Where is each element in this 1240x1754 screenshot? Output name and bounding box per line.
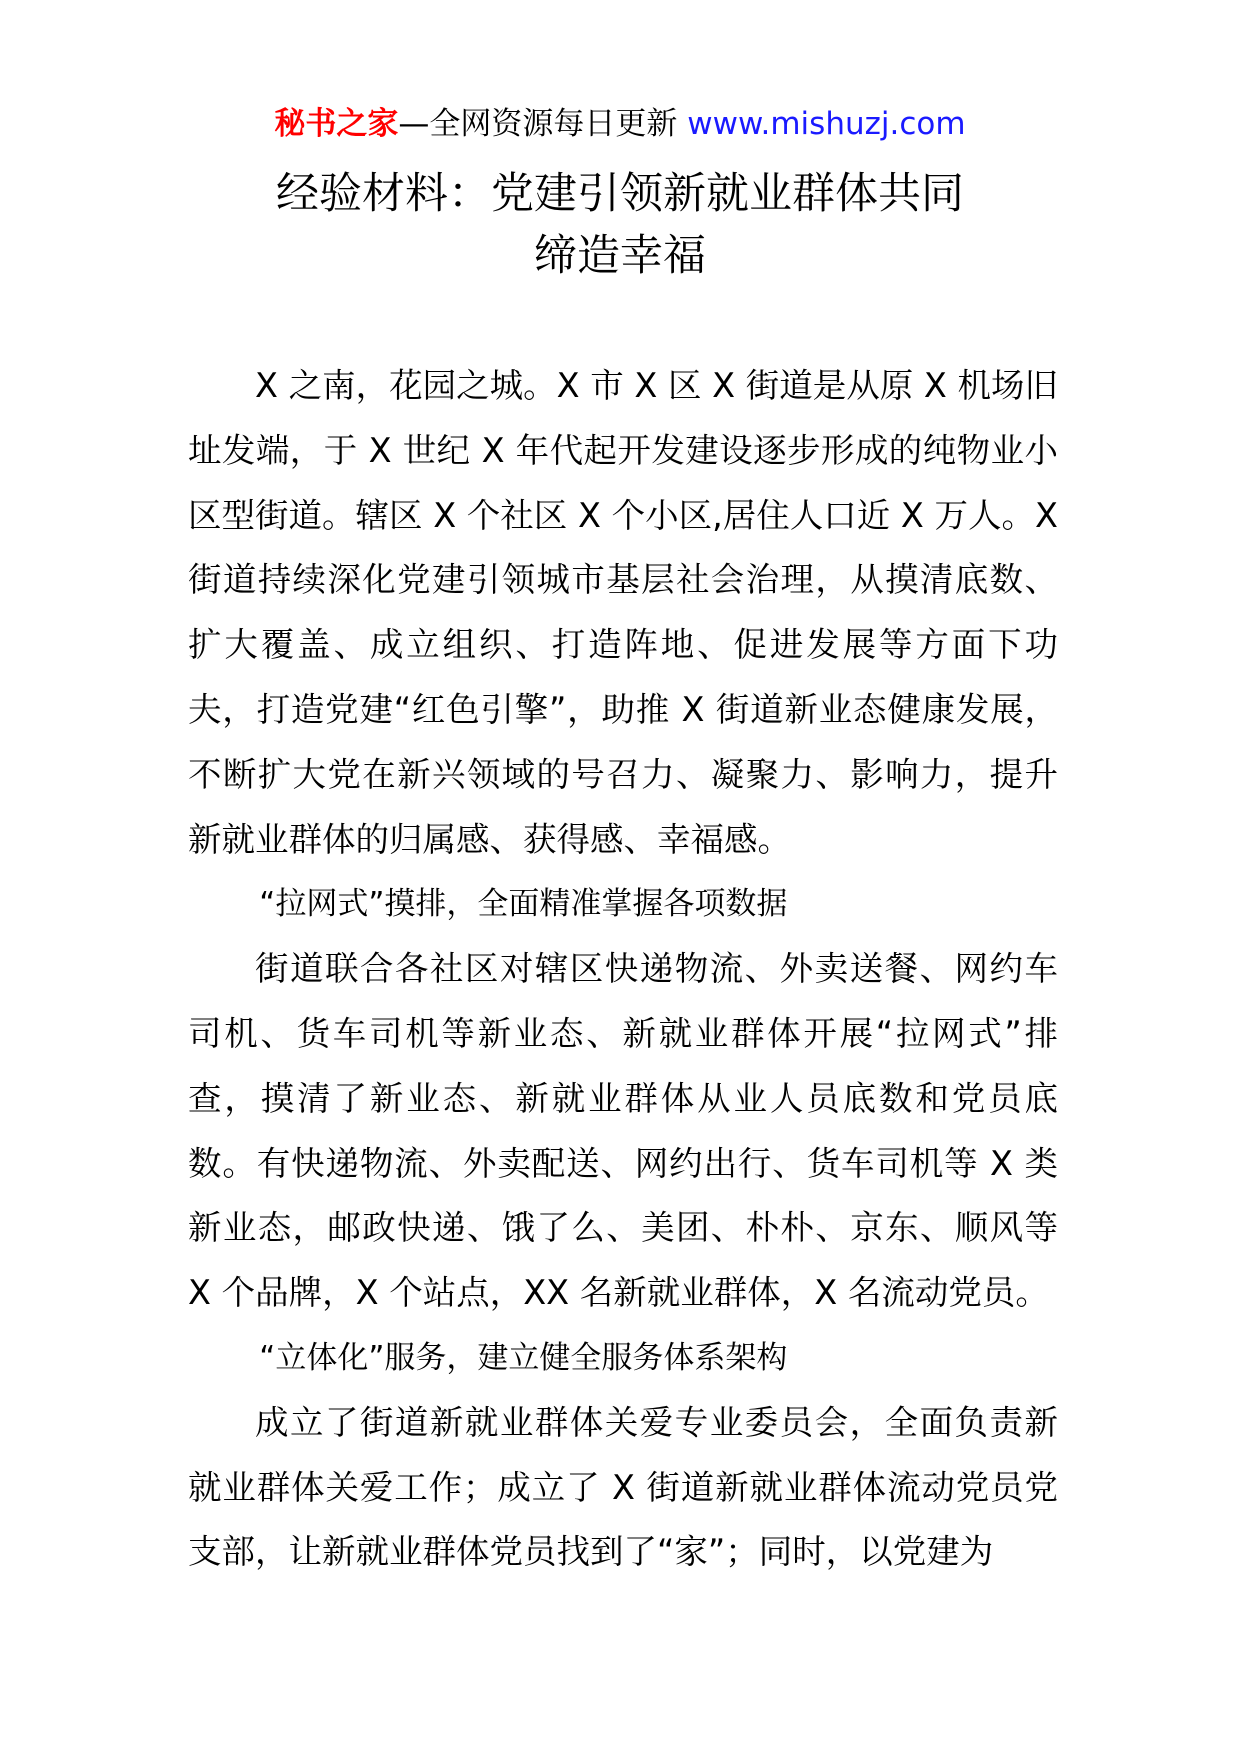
document-title: [0, 163, 1240, 287]
header-tagline: —全网资源每日更新: [398, 106, 688, 142]
section-heading: “立体化”服务，建立健全服务体系架构: [259, 1339, 788, 1376]
body-paragraph: 成立了街道新就业群体关爱专业委员会，全面负责新就业群体关爱工作；成立了 X 街道新就业群体流动党员党支部，让新就业群体党员找到了“家”；同时，以党建为: [188, 1402, 1058, 1572]
section-heading: “拉网式”摸排，全面精准掌握各项数据: [259, 886, 788, 923]
brand-name: 秘书之家: [274, 106, 399, 142]
body-paragraph: X 之南，花园之城。X 市 X 区 X 街道是从原 X 机场旧址发端，于 X 世纪 X 年代起开发建设逐步形成的纯物业小区型街道。辖区 X 个社区 X 个小区,居住人口近 X 万人。X 街道持续深化党建引领城市基层社会治理，从摸清底数、扩大覆盖、成立组织、打造阵地、促进发展等方面下功夫，打造党建“红色引擎”，助推 X 街道新业态健康发展，不断扩大党在新兴领域的号召力、凝聚力、影响力，提升新就业群体的归属感、获得感、幸福感。: [188, 366, 1058, 859]
site-header: [0, 102, 1240, 146]
title-line-1: 经验材料：党建引领新就业群体共同: [276, 169, 964, 219]
site-url-link[interactable]: www.mishuzj.com: [687, 106, 966, 142]
title-line-2: 缔造幸福: [534, 231, 706, 281]
body-paragraph: 街道联合各社区对辖区快递物流、外卖送餐、网约车司机、货车司机等新业态、新就业群体开展“拉网式”排查，摸清了新业态、新就业群体从业人员底数和党员底数。有快递物流、外卖配送、网约出行、货车司机等 X 类新业态，邮政快递、饿了么、美团、朴朴、京东、顺风等 X 个品牌，X 个站点，XX 名新就业群体，X 名流动党员。: [188, 949, 1058, 1313]
document-body: [188, 354, 1058, 1585]
